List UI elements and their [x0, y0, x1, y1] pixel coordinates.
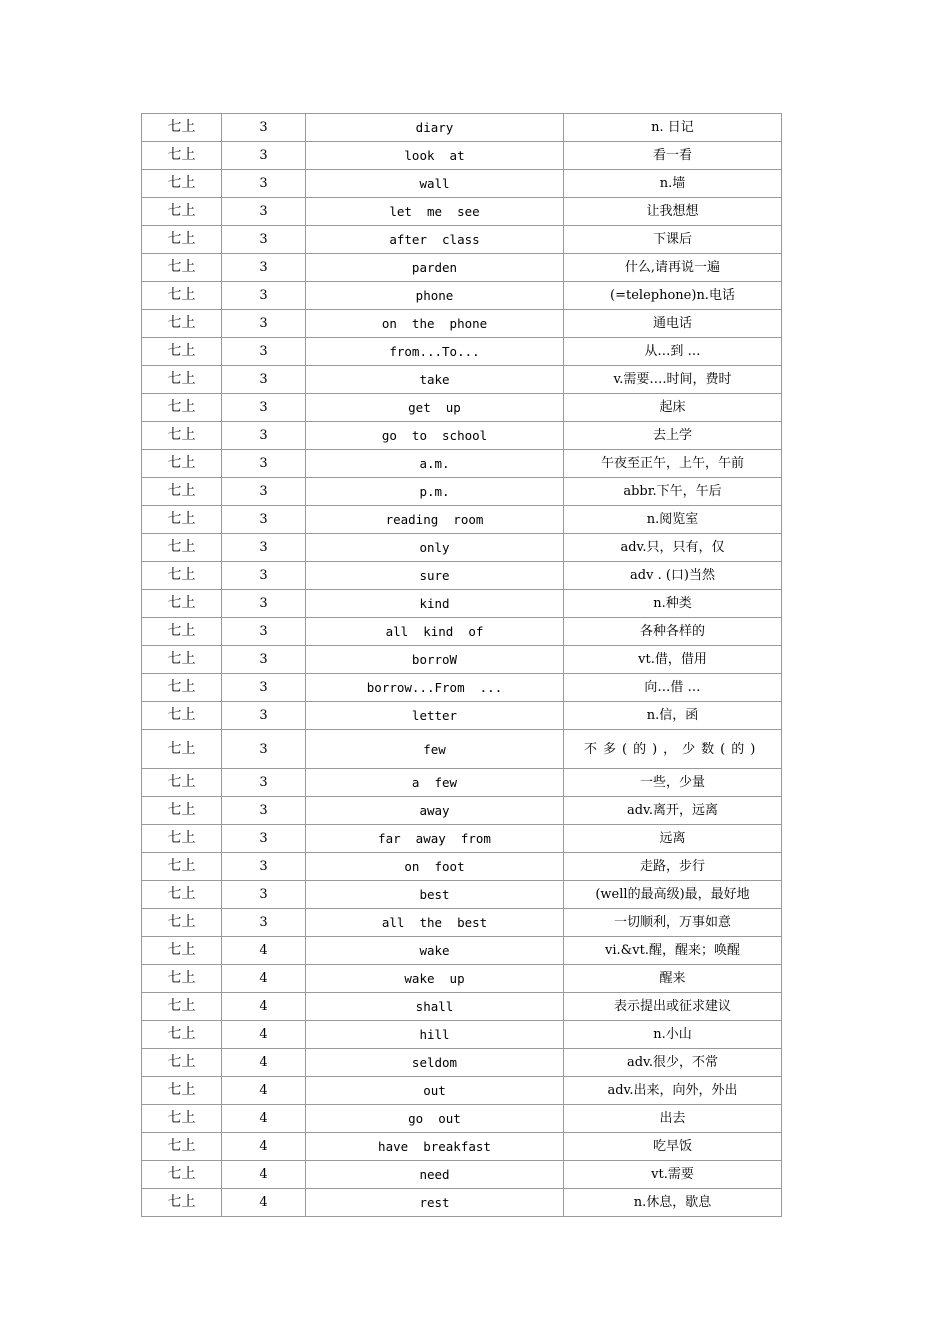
grade-cell: 七上 [142, 114, 222, 142]
unit-cell: 3 [222, 769, 306, 797]
table-row [142, 853, 782, 881]
unit-cell: 3 [222, 478, 306, 506]
table-row [142, 1161, 782, 1189]
word-cell: after class [306, 226, 564, 254]
table-row [142, 618, 782, 646]
word-cell: all the best [306, 909, 564, 937]
table-row [142, 797, 782, 825]
table-row [142, 1105, 782, 1133]
word-cell: only [306, 534, 564, 562]
meaning-cell: adv . (口)当然 [564, 562, 782, 590]
meaning-cell: 看一看 [564, 142, 782, 170]
table-row [142, 506, 782, 534]
grade-cell: 七上 [142, 198, 222, 226]
grade-cell: 七上 [142, 534, 222, 562]
unit-cell: 4 [222, 937, 306, 965]
unit-cell: 3 [222, 422, 306, 450]
word-cell: wake up [306, 965, 564, 993]
meaning-cell: vt.借，借用 [564, 646, 782, 674]
unit-cell: 3 [222, 881, 306, 909]
word-cell: on the phone [306, 310, 564, 338]
word-cell: have breakfast [306, 1133, 564, 1161]
word-cell: take [306, 366, 564, 394]
table-row [142, 1189, 782, 1217]
meaning-cell: adv.离开，远离 [564, 797, 782, 825]
word-cell: few [306, 730, 564, 769]
unit-cell: 4 [222, 1161, 306, 1189]
table-row [142, 909, 782, 937]
word-cell: rest [306, 1189, 564, 1217]
grade-cell: 七上 [142, 310, 222, 338]
word-cell: let me see [306, 198, 564, 226]
unit-cell: 3 [222, 825, 306, 853]
meaning-cell: 让我想想 [564, 198, 782, 226]
unit-cell: 3 [222, 506, 306, 534]
unit-cell: 3 [222, 142, 306, 170]
meaning-cell: 各种各样的 [564, 618, 782, 646]
unit-cell: 3 [222, 562, 306, 590]
word-cell: on foot [306, 853, 564, 881]
table-row [142, 937, 782, 965]
meaning-cell: v.需要….时间，费时 [564, 366, 782, 394]
meaning-cell: (well的最高级)最，最好地 [564, 881, 782, 909]
word-cell: wake [306, 937, 564, 965]
table-row [142, 730, 782, 769]
grade-cell: 七上 [142, 646, 222, 674]
word-cell: p.m. [306, 478, 564, 506]
unit-cell: 4 [222, 993, 306, 1021]
meaning-cell: 从…到 … [564, 338, 782, 366]
table-row [142, 534, 782, 562]
unit-cell: 4 [222, 1049, 306, 1077]
meaning-cell: n.墙 [564, 170, 782, 198]
grade-cell: 七上 [142, 825, 222, 853]
grade-cell: 七上 [142, 282, 222, 310]
table-row [142, 562, 782, 590]
unit-cell: 4 [222, 1105, 306, 1133]
grade-cell: 七上 [142, 506, 222, 534]
unit-cell: 3 [222, 909, 306, 937]
table-row [142, 1049, 782, 1077]
word-cell: far away from [306, 825, 564, 853]
meaning-cell: adv.很少，不常 [564, 1049, 782, 1077]
word-cell: out [306, 1077, 564, 1105]
word-cell: reading room [306, 506, 564, 534]
meaning-cell: 不多(的)，少数(的) [564, 730, 782, 769]
table-row [142, 338, 782, 366]
table-row [142, 478, 782, 506]
table-row [142, 310, 782, 338]
unit-cell: 3 [222, 730, 306, 769]
meaning-cell: 什么,请再说一遍 [564, 254, 782, 282]
unit-cell: 3 [222, 674, 306, 702]
word-cell: hill [306, 1021, 564, 1049]
grade-cell: 七上 [142, 1189, 222, 1217]
table-row [142, 282, 782, 310]
unit-cell: 3 [222, 534, 306, 562]
word-cell: letter [306, 702, 564, 730]
word-cell: borrow...From ... [306, 674, 564, 702]
grade-cell: 七上 [142, 366, 222, 394]
word-cell: a few [306, 769, 564, 797]
table-row [142, 881, 782, 909]
grade-cell: 七上 [142, 1049, 222, 1077]
grade-cell: 七上 [142, 730, 222, 769]
table-row [142, 422, 782, 450]
unit-cell: 3 [222, 450, 306, 478]
meaning-cell: (=telephone)n.电话 [564, 282, 782, 310]
grade-cell: 七上 [142, 562, 222, 590]
unit-cell: 3 [222, 646, 306, 674]
word-cell: borroW [306, 646, 564, 674]
grade-cell: 七上 [142, 702, 222, 730]
meaning-cell: 一些，少量 [564, 769, 782, 797]
table-row [142, 1077, 782, 1105]
word-cell: best [306, 881, 564, 909]
word-cell: go to school [306, 422, 564, 450]
unit-cell: 4 [222, 1189, 306, 1217]
word-cell: diary [306, 114, 564, 142]
meaning-cell: n.阅览室 [564, 506, 782, 534]
meaning-cell: abbr.下午，午后 [564, 478, 782, 506]
meaning-cell: 远离 [564, 825, 782, 853]
table-row [142, 965, 782, 993]
meaning-cell: 表示提出或征求建议 [564, 993, 782, 1021]
meaning-cell: 起床 [564, 394, 782, 422]
meaning-cell: 醒来 [564, 965, 782, 993]
grade-cell: 七上 [142, 226, 222, 254]
grade-cell: 七上 [142, 338, 222, 366]
unit-cell: 3 [222, 702, 306, 730]
grade-cell: 七上 [142, 478, 222, 506]
word-cell: a.m. [306, 450, 564, 478]
meaning-cell: n.小山 [564, 1021, 782, 1049]
table-row [142, 1133, 782, 1161]
word-cell: shall [306, 993, 564, 1021]
grade-cell: 七上 [142, 674, 222, 702]
unit-cell: 3 [222, 310, 306, 338]
word-cell: look at [306, 142, 564, 170]
unit-cell: 3 [222, 170, 306, 198]
word-cell: sure [306, 562, 564, 590]
word-cell: kind [306, 590, 564, 618]
unit-cell: 4 [222, 1077, 306, 1105]
table-row [142, 590, 782, 618]
table-row [142, 394, 782, 422]
table-row [142, 993, 782, 1021]
table-row [142, 114, 782, 142]
table-row [142, 702, 782, 730]
word-cell: go out [306, 1105, 564, 1133]
meaning-cell: vt.需要 [564, 1161, 782, 1189]
meaning-cell: 走路，步行 [564, 853, 782, 881]
grade-cell: 七上 [142, 618, 222, 646]
meaning-cell: 向…借 … [564, 674, 782, 702]
table-row [142, 254, 782, 282]
table-row [142, 646, 782, 674]
vocabulary-table [141, 113, 782, 1217]
word-cell: get up [306, 394, 564, 422]
grade-cell: 七上 [142, 1105, 222, 1133]
table-row [142, 1021, 782, 1049]
grade-cell: 七上 [142, 769, 222, 797]
meaning-cell: vi.&vt.醒，醒来；唤醒 [564, 937, 782, 965]
meaning-cell: n.休息，歇息 [564, 1189, 782, 1217]
unit-cell: 3 [222, 394, 306, 422]
unit-cell: 4 [222, 965, 306, 993]
word-cell: parden [306, 254, 564, 282]
grade-cell: 七上 [142, 450, 222, 478]
word-cell: wall [306, 170, 564, 198]
meaning-cell: n.种类 [564, 590, 782, 618]
grade-cell: 七上 [142, 909, 222, 937]
word-cell: need [306, 1161, 564, 1189]
meaning-cell: 下课后 [564, 226, 782, 254]
unit-cell: 3 [222, 797, 306, 825]
unit-cell: 3 [222, 226, 306, 254]
meaning-cell: 通电话 [564, 310, 782, 338]
meaning-cell: 去上学 [564, 422, 782, 450]
meaning-cell: 一切顺利，万事如意 [564, 909, 782, 937]
unit-cell: 4 [222, 1133, 306, 1161]
vocabulary-table-body [142, 114, 782, 1217]
meaning-cell: adv.出来，向外，外出 [564, 1077, 782, 1105]
meaning-cell: n. 日记 [564, 114, 782, 142]
table-row [142, 769, 782, 797]
word-cell: away [306, 797, 564, 825]
grade-cell: 七上 [142, 170, 222, 198]
unit-cell: 4 [222, 1021, 306, 1049]
table-row [142, 170, 782, 198]
grade-cell: 七上 [142, 853, 222, 881]
grade-cell: 七上 [142, 881, 222, 909]
meaning-cell: n.信，函 [564, 702, 782, 730]
unit-cell: 3 [222, 338, 306, 366]
grade-cell: 七上 [142, 797, 222, 825]
grade-cell: 七上 [142, 1077, 222, 1105]
grade-cell: 七上 [142, 142, 222, 170]
unit-cell: 3 [222, 853, 306, 881]
unit-cell: 3 [222, 254, 306, 282]
grade-cell: 七上 [142, 993, 222, 1021]
meaning-cell: 吃早饭 [564, 1133, 782, 1161]
table-row [142, 450, 782, 478]
word-cell: phone [306, 282, 564, 310]
grade-cell: 七上 [142, 394, 222, 422]
grade-cell: 七上 [142, 590, 222, 618]
grade-cell: 七上 [142, 937, 222, 965]
unit-cell: 3 [222, 590, 306, 618]
meaning-cell: 午夜至正午，上午，午前 [564, 450, 782, 478]
table-row [142, 674, 782, 702]
grade-cell: 七上 [142, 1161, 222, 1189]
table-row [142, 366, 782, 394]
word-cell: seldom [306, 1049, 564, 1077]
table-row [142, 198, 782, 226]
meaning-cell: 出去 [564, 1105, 782, 1133]
grade-cell: 七上 [142, 1021, 222, 1049]
table-row [142, 825, 782, 853]
word-cell: from...To... [306, 338, 564, 366]
unit-cell: 3 [222, 114, 306, 142]
grade-cell: 七上 [142, 422, 222, 450]
grade-cell: 七上 [142, 965, 222, 993]
unit-cell: 3 [222, 282, 306, 310]
grade-cell: 七上 [142, 1133, 222, 1161]
unit-cell: 3 [222, 366, 306, 394]
meaning-cell: adv.只，只有，仅 [564, 534, 782, 562]
table-row [142, 142, 782, 170]
table-row [142, 226, 782, 254]
unit-cell: 3 [222, 618, 306, 646]
word-cell: all kind of [306, 618, 564, 646]
unit-cell: 3 [222, 198, 306, 226]
grade-cell: 七上 [142, 254, 222, 282]
